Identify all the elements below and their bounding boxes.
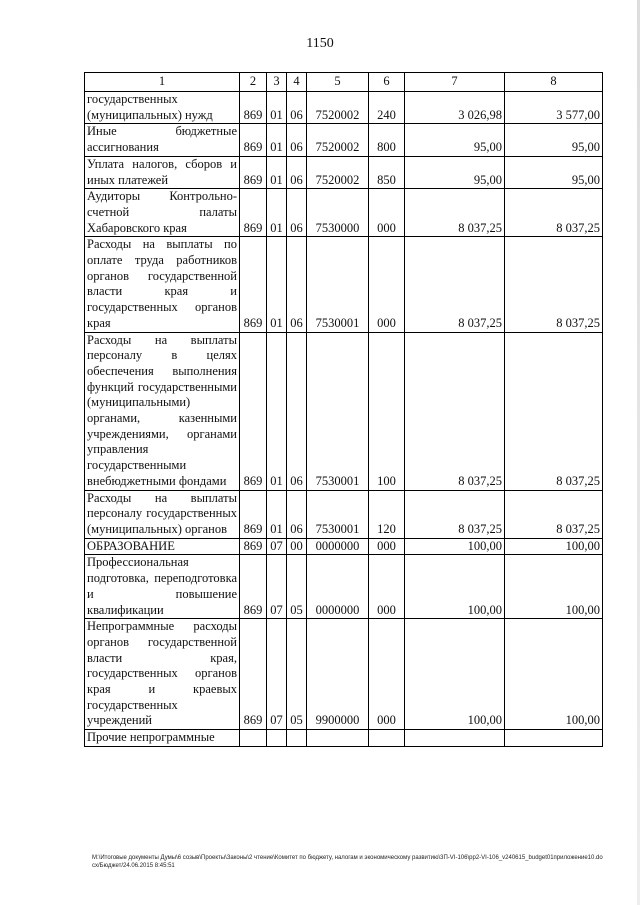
table-row xyxy=(85,332,603,490)
cell-target-article: 9900000 xyxy=(307,619,369,730)
cell-description: Профессиональная подготовка, переподготовка и повышение квалификации xyxy=(85,555,240,619)
cell-expense-type: 100 xyxy=(369,332,405,490)
cell-ministry-code: 869 xyxy=(240,619,267,730)
cell-subsection-code: 06 xyxy=(287,237,307,332)
cell-subsection-code: 05 xyxy=(287,555,307,619)
cell-amount-year-2 xyxy=(505,730,603,747)
cell-ministry-code: 869 xyxy=(240,490,267,538)
header-col-3: 3 xyxy=(267,73,287,92)
cell-description: Расходы на выплаты по оплате труда работников органов государственной власти края и государственных органов края xyxy=(85,237,240,332)
cell-target-article xyxy=(307,730,369,747)
cell-description: Прочие непрограммные xyxy=(85,730,240,747)
cell-amount-year-2: 3 577,00 xyxy=(505,92,603,124)
cell-amount-year-2: 8 037,25 xyxy=(505,189,603,237)
cell-subsection-code: 06 xyxy=(287,124,307,156)
cell-expense-type: 240 xyxy=(369,92,405,124)
cell-amount-year-1: 95,00 xyxy=(405,156,505,188)
cell-ministry-code: 869 xyxy=(240,538,267,555)
table-row xyxy=(85,555,603,619)
cell-amount-year-2: 100,00 xyxy=(505,619,603,730)
cell-description: ОБРАЗОВАНИЕ xyxy=(85,538,240,555)
cell-amount-year-1 xyxy=(405,730,505,747)
cell-target-article: 7530001 xyxy=(307,332,369,490)
table-row xyxy=(85,92,603,124)
cell-amount-year-1: 8 037,25 xyxy=(405,189,505,237)
cell-description: Расходы на выплаты персоналу государственных (муниципальных) органов xyxy=(85,490,240,538)
header-col-2: 2 xyxy=(240,73,267,92)
cell-description: государственных (муниципальных) нужд xyxy=(85,92,240,124)
cell-ministry-code: 869 xyxy=(240,156,267,188)
header-col-1: 1 xyxy=(85,73,240,92)
table-header xyxy=(85,73,603,92)
cell-amount-year-2: 95,00 xyxy=(505,124,603,156)
cell-section-code xyxy=(267,730,287,747)
cell-expense-type: 000 xyxy=(369,538,405,555)
cell-section-code: 01 xyxy=(267,332,287,490)
table-row xyxy=(85,538,603,555)
cell-expense-type: 800 xyxy=(369,124,405,156)
cell-section-code: 07 xyxy=(267,538,287,555)
cell-expense-type: 000 xyxy=(369,189,405,237)
cell-amount-year-1: 3 026,98 xyxy=(405,92,505,124)
cell-target-article: 7520002 xyxy=(307,124,369,156)
cell-amount-year-1: 100,00 xyxy=(405,619,505,730)
cell-expense-type: 000 xyxy=(369,237,405,332)
header-col-4: 4 xyxy=(287,73,307,92)
cell-section-code: 01 xyxy=(267,92,287,124)
cell-amount-year-1: 100,00 xyxy=(405,555,505,619)
cell-subsection-code: 06 xyxy=(287,92,307,124)
cell-target-article: 0000000 xyxy=(307,538,369,555)
table-row xyxy=(85,189,603,237)
budget-table xyxy=(84,72,603,747)
cell-target-article: 7530001 xyxy=(307,490,369,538)
file-path-footer: M:\Итоговые документы Думы\6 созыв\Проекты\Законы\2 чтение\Комитет по бюджету, налогам и экономическому развитию\3П-VI-106\рр2-VI-106_v240615_budget01приложение10.docx/Бюджет/24.06.2015 8:45:51 xyxy=(92,855,603,869)
cell-amount-year-2: 100,00 xyxy=(505,538,603,555)
cell-amount-year-1: 100,00 xyxy=(405,538,505,555)
cell-amount-year-1: 8 037,25 xyxy=(405,490,505,538)
cell-amount-year-2: 8 037,25 xyxy=(505,332,603,490)
cell-section-code: 01 xyxy=(267,490,287,538)
cell-section-code: 01 xyxy=(267,156,287,188)
cell-subsection-code: 06 xyxy=(287,189,307,237)
cell-expense-type: 850 xyxy=(369,156,405,188)
cell-ministry-code: 869 xyxy=(240,555,267,619)
cell-description: Расходы на выплаты персоналу в целях обеспечения выполнения функций государственными (муниципальными) органами, казенными учреждениями, органами управления государственными внебюджетными фондами xyxy=(85,332,240,490)
cell-subsection-code: 06 xyxy=(287,156,307,188)
cell-subsection-code: 06 xyxy=(287,332,307,490)
cell-section-code: 07 xyxy=(267,555,287,619)
header-col-7: 7 xyxy=(405,73,505,92)
table-row xyxy=(85,156,603,188)
header-col-8: 8 xyxy=(505,73,603,92)
header-col-6: 6 xyxy=(369,73,405,92)
cell-target-article: 7530000 xyxy=(307,189,369,237)
cell-ministry-code: 869 xyxy=(240,189,267,237)
cell-description: Непрограммные расходы органов государственной власти края, государственных органов края и краевых государственных учреждений xyxy=(85,619,240,730)
table-row xyxy=(85,619,603,730)
cell-expense-type xyxy=(369,730,405,747)
cell-description: Уплата налогов, сборов и иных платежей xyxy=(85,156,240,188)
table-row xyxy=(85,124,603,156)
cell-section-code: 01 xyxy=(267,237,287,332)
table-body xyxy=(85,92,603,747)
cell-amount-year-2: 100,00 xyxy=(505,555,603,619)
table-row xyxy=(85,490,603,538)
cell-section-code: 01 xyxy=(267,124,287,156)
cell-description: Иные бюджетные ассигнования xyxy=(85,124,240,156)
cell-subsection-code: 00 xyxy=(287,538,307,555)
cell-subsection-code: 06 xyxy=(287,490,307,538)
cell-section-code: 07 xyxy=(267,619,287,730)
cell-target-article: 7530001 xyxy=(307,237,369,332)
cell-amount-year-2: 8 037,25 xyxy=(505,490,603,538)
cell-ministry-code: 869 xyxy=(240,124,267,156)
cell-amount-year-2: 8 037,25 xyxy=(505,237,603,332)
cell-expense-type: 120 xyxy=(369,490,405,538)
cell-section-code: 01 xyxy=(267,189,287,237)
table-row xyxy=(85,730,603,747)
cell-target-article: 0000000 xyxy=(307,555,369,619)
cell-expense-type: 000 xyxy=(369,555,405,619)
cell-ministry-code: 869 xyxy=(240,332,267,490)
cell-ministry-code: 869 xyxy=(240,92,267,124)
cell-target-article: 7520002 xyxy=(307,156,369,188)
cell-description: Аудиторы Контрольно-счетной палаты Хабаровского края xyxy=(85,189,240,237)
cell-amount-year-1: 8 037,25 xyxy=(405,237,505,332)
cell-target-article: 7520002 xyxy=(307,92,369,124)
cell-amount-year-1: 95,00 xyxy=(405,124,505,156)
cell-subsection-code: 05 xyxy=(287,619,307,730)
cell-ministry-code xyxy=(240,730,267,747)
cell-amount-year-1: 8 037,25 xyxy=(405,332,505,490)
table-row xyxy=(85,237,603,332)
page-number: 1150 xyxy=(306,36,334,51)
cell-ministry-code: 869 xyxy=(240,237,267,332)
cell-expense-type: 000 xyxy=(369,619,405,730)
cell-subsection-code xyxy=(287,730,307,747)
header-col-5: 5 xyxy=(307,73,369,92)
cell-amount-year-2: 95,00 xyxy=(505,156,603,188)
header-row xyxy=(85,73,603,92)
